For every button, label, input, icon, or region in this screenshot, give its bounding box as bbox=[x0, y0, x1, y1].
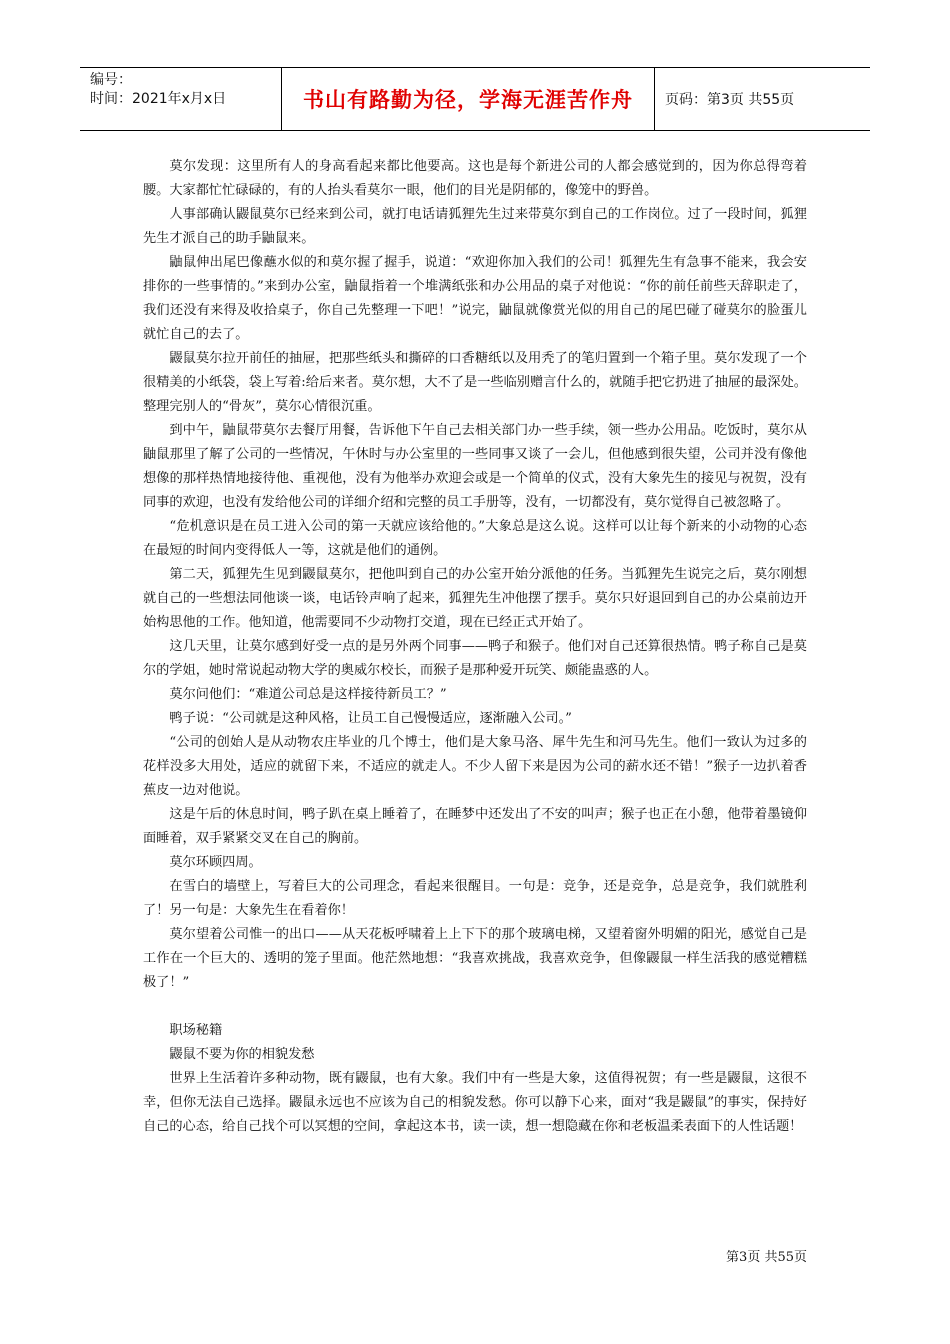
paragraph: “公司的创始人是从动物农庄毕业的几个博士，他们是大象马洛、犀牛先生和河马先生。他们一致认为过多的花样没多大用处，适应的就留下来，不适应的就走人。不少人留下来是因为公司的薪水还不错！”猴子一边扒着香蕉皮一边对他说。 bbox=[143, 735, 807, 798]
paragraph: 莫尔问他们：“难道公司总是这样接待新员工？” bbox=[169, 687, 447, 702]
paragraph: 世界上生活着许多种动物，既有鼹鼠，也有大象。我们中有一些是大象，这值得祝贺；有一些是鼹鼠，这很不幸，但你无法自己选择。鼹鼠永远也不应该为自己的相貌发愁。你可以静下心来，面对“我是鼹鼠”的事实，保持好自己的心态，给自己找个可以冥想的空间，拿起这本书，读一读，想一想隐藏在你和老板温柔表面下的人性话题！ bbox=[143, 1071, 807, 1134]
document-number-label: 编号： bbox=[90, 72, 132, 88]
section-heading: 职场秘籍 bbox=[169, 1023, 223, 1038]
header-page-info: 页码：第3页 共55页 bbox=[665, 92, 795, 108]
header-meta bbox=[80, 68, 282, 130]
paragraph: 人事部确认鼹鼠莫尔已经来到公司，就打电话请狐狸先生过来带莫尔到自己的工作岗位。过了一段时间，狐狸先生才派自己的助手鼬鼠来。 bbox=[143, 207, 807, 246]
paragraph: 莫尔望着公司惟一的出口——从天花板呼啸着上上下下的那个玻璃电梯，又望着窗外明媚的阳光，感觉自己是工作在一个巨大的、透明的笼子里面。他茫然地想：“我喜欢挑战，我喜欢竞争，但像鼹鼠一样生活我的感觉糟糕极了！” bbox=[143, 927, 807, 990]
paragraph: 鼬鼠伸出尾巴像蘸水似的和莫尔握了握手，说道：“欢迎你加入我们的公司！狐狸先生有急事不能来，我会安排你的一些事情的。”来到办公室，鼬鼠指着一个堆满纸张和办公用品的桌子对他说：“你的前任前些天辞职走了，我们还没有来得及收拾桌子，你自己先整理一下吧！”说完，鼬鼠就像赏光似的用自己的尾巴碰了碰莫尔的脸蛋儿就忙自己的去了。 bbox=[143, 255, 807, 342]
header-motto: 书山有路勤为径，学海无涯苦作舟 bbox=[282, 68, 655, 130]
document-date: 时间：2021年x月x日 bbox=[90, 91, 227, 107]
paragraph: 鸭子说：“公司就是这种风格，让员工自己慢慢适应，逐渐融入公司。” bbox=[169, 711, 572, 726]
page-header bbox=[80, 67, 870, 131]
page-footer: 第3页 共55页 bbox=[726, 1250, 807, 1265]
paragraph: 这几天里，让莫尔感到好受一点的是另外两个同事——鸭子和猴子。他们对自己还算很热情。鸭子称自己是莫尔的学姐，她时常说起动物大学的奥威尔校长，而猴子是那种爱开玩笑、颇能蛊惑的人。 bbox=[143, 639, 807, 678]
paragraph: “危机意识是在员工进入公司的第一天就应该给他的。”大象总是这么说。这样可以让每个新来的小动物的心态在最短的时间内变得低人一等，这就是他们的通例。 bbox=[143, 519, 807, 558]
paragraph: 第二天，狐狸先生见到鼹鼠莫尔，把他叫到自己的办公室开始分派他的任务。当狐狸先生说完之后，莫尔刚想就自己的一些想法同他谈一谈，电话铃声响了起来，狐狸先生冲他摆了摆手。莫尔只好退回到自己的办公桌前边开始构思他的工作。他知道，他需要同不少动物打交道，现在已经正式开始了。 bbox=[143, 567, 807, 630]
paragraph: 在雪白的墙壁上，写着巨大的公司理念，看起来很醒目。一句是：竞争，还是竞争，总是竞争，我们就胜利了！另一句是：大象先生在看着你！ bbox=[143, 879, 807, 918]
document-body bbox=[143, 155, 807, 1139]
paragraph: 莫尔环顾四周。 bbox=[169, 855, 262, 870]
paragraph: 这是午后的休息时间，鸭子趴在桌上睡着了，在睡梦中还发出了不安的叫声；猴子也正在小憩，他带着墨镜仰面睡着，双手紧紧交叉在自己的胸前。 bbox=[143, 807, 807, 846]
paragraph: 鼹鼠莫尔拉开前任的抽屉，把那些纸头和撕碎的口香糖纸以及用秃了的笔归置到一个箱子里。莫尔发现了一个很精美的小纸袋，袋上写着:给后来者。莫尔想，大不了是一些临别赠言什么的，就随手把它扔进了抽屉的最深处。整理完别人的“骨灰”，莫尔心情很沉重。 bbox=[143, 351, 807, 414]
section-subheading: 鼹鼠不要为你的相貌发愁 bbox=[169, 1047, 315, 1062]
paragraph: 莫尔发现：这里所有人的身高看起来都比他要高。这也是每个新进公司的人都会感觉到的，因为你总得弯着腰。大家都忙忙碌碌的，有的人抬头看莫尔一眼，他们的目光是阴郁的，像笼中的野兽。 bbox=[143, 159, 807, 198]
paragraph: 到中午，鼬鼠带莫尔去餐厅用餐，告诉他下午自己去相关部门办一些手续，领一些办公用品。吃饭时，莫尔从鼬鼠那里了解了公司的一些情况，午休时与办公室里的一些同事又谈了一会儿，但他感到很失望，公司并没有像他想像的那样热情地接待他、重视他，没有为他举办欢迎会或是一个简单的仪式，没有大象先生的接见与祝贺，没有同事的欢迎，也没有发给他公司的详细介绍和完整的员工手册等，没有，一切都没有，莫尔觉得自己被忽略了。 bbox=[143, 423, 807, 510]
